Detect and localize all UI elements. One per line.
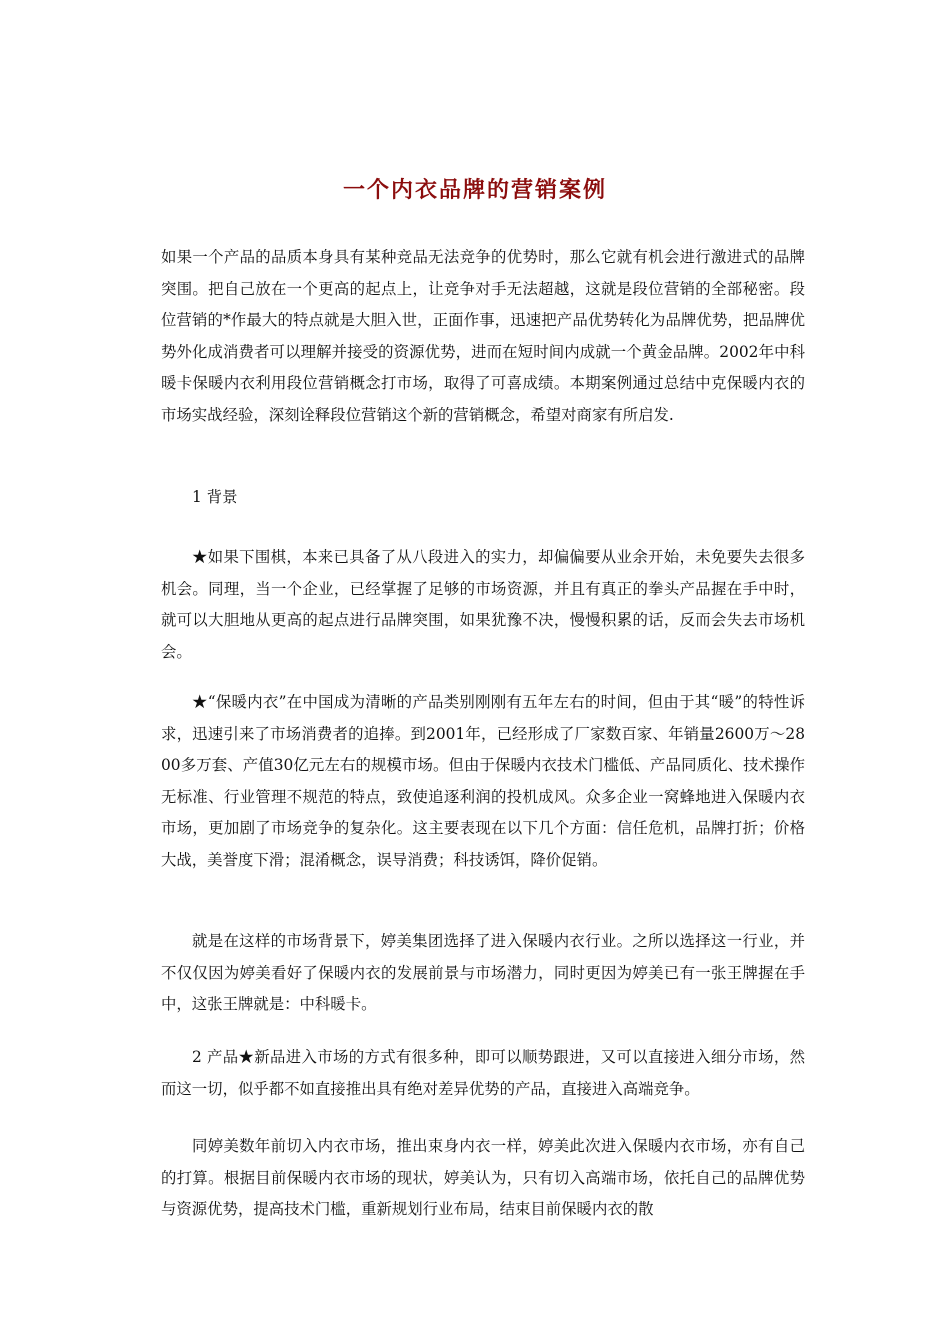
paragraph-go-analogy: [161, 542, 805, 668]
paragraph-text: 2 产品★新品进入市场的方式有很多种，即可以顺势跟进，又可以直接进入细分市场，然而这一切，似乎都不如直接推出具有绝对差异优势的产品，直接进入高端竞争。: [161, 1048, 805, 1098]
document-title: 一个内衣品牌的营销案例: [342, 178, 607, 203]
paragraph-text: ★“保暖内衣”在中国成为清晰的产品类别刚刚有五年左右的时间，但由于其“暖”的特性诉求，迅速引来了市场消费者的追捧。到2001年，已经形成了厂家数百家、年销量2600万～2800多万套、产值30亿元左右的规模市场。但由于保暖内衣技术门槛低、产品同质化、技术操作无标准、行业管理不规范的特点，致使追逐利润的投机成风。众多企业一窝蜂地进入保暖内衣市场，更加剧了市场竞争的复杂化。这主要表现在以下几个方面：信任危机，品牌打折；价格大战，美誉度下滑；混淆概念，误导消费；科技诱饵，降价促销。: [161, 693, 805, 869]
section-heading-background: [161, 482, 805, 514]
paragraph-intro: [161, 242, 805, 431]
paragraph-market-situation: [161, 687, 805, 876]
paragraph-text: 同婷美数年前切入内衣市场，推出束身内衣一样，婷美此次进入保暖内衣市场，亦有自己的打算。根据目前保暖内衣市场的现状，婷美认为，只有切入高端市场，依托自己的品牌优势与资源优势，提高技术门槛，重新规划行业布局，结束目前保暖内衣的散: [161, 1137, 805, 1218]
paragraph-product: [161, 1042, 805, 1105]
paragraph-text: ★如果下围棋，本来已具备了从八段进入的实力，却偏偏要从业余开始，未免要失去很多机会。同理，当一个企业，已经掌握了足够的市场资源，并且有真正的拳头产品握在手中时，就可以大胆地从更高的起点进行品牌突围，如果犹豫不决，慢慢积累的话，反而会失去市场机会。: [161, 548, 805, 661]
section-heading-text: 1 背景: [192, 488, 238, 506]
paragraph-strategy: [161, 1131, 805, 1226]
paragraph-text: 如果一个产品的品质本身具有某种竞品无法竞争的优势时，那么它就有机会进行激进式的品牌突围。把自己放在一个更高的起点上，让竞争对手无法超越，这就是段位营销的全部秘密。段位营销的*作最大的特点就是大胆入世，正面作事，迅速把产品优势转化为品牌优势，把品牌优势外化成消费者可以理解并接受的资源优势，进而在短时间内成就一个黄金品牌。2002年中科暖卡保暖内衣利用段位营销概念打市场，取得了可喜成绩。本期案例通过总结中克保暖内衣的市场实战经验，深刻诠释段位营销这个新的营销概念，希望对商家有所启发.: [161, 248, 805, 424]
paragraph-tingmei-entry: [161, 926, 805, 1021]
paragraph-text: 就是在这样的市场背景下，婷美集团选择了进入保暖内衣行业。之所以选择这一行业，并不仅仅因为婷美看好了保暖内衣的发展前景与市场潜力，同时更因为婷美已有一张王牌握在手中，这张王牌就是：中科暖卡。: [161, 932, 805, 1013]
